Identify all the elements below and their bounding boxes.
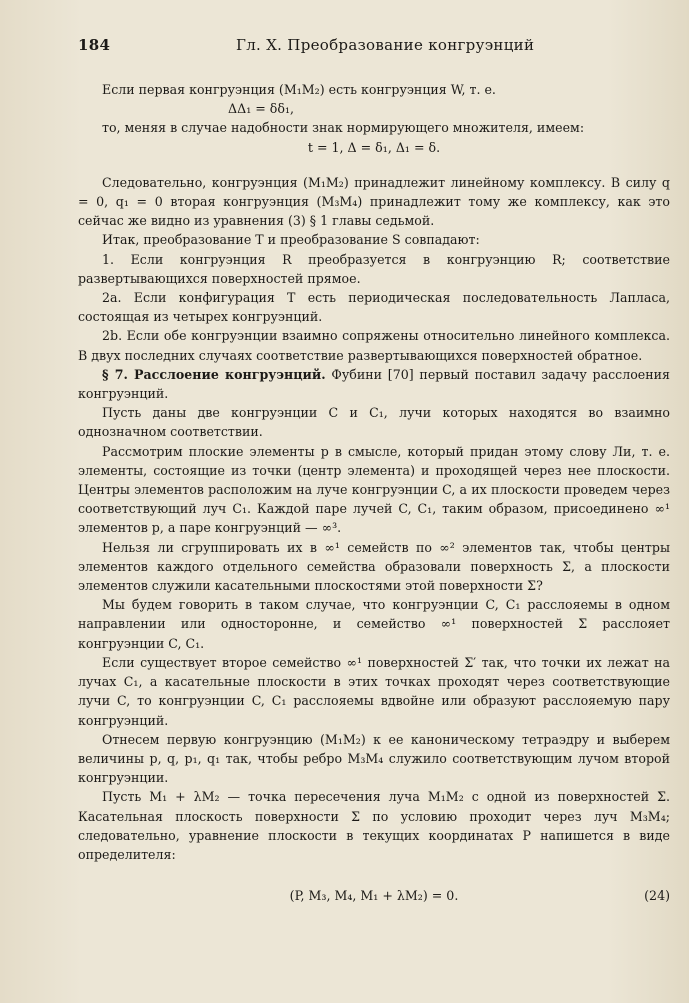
equation-number: (24)	[644, 888, 670, 904]
list-item: 1. Если конгруэнция R преобразуется в конгруэнцию R; соответствие развертывающихся поверхностей прямое.	[78, 251, 670, 286]
equation: ΔΔ₁ = δδ₁,	[228, 101, 295, 117]
paragraph: Следовательно, конгруэнция (M₁M₂) принадлежит линейному комплексу. В силу q = 0, q₁ = 0 вторая конгруэнция (M₃M₄) принадлежит тому же комплексу, как это сейчас же видно из уравнения (3) § 1 главы седьмой.	[78, 174, 670, 229]
paragraph: Пусть даны две конгруэнции C и C₁, лучи которых находятся во взаимно однозначном соответствии.	[78, 405, 670, 440]
paragraph: Мы будем говорить в таком случае, что конгруэнции C, C₁ расслояемы в одном направлении или односторонне, и семейство ∞¹ поверхностей Σ расслояет конгруэнции C, C₁.	[78, 597, 670, 651]
equation: (P, M₃, M₄, M₁ + λM₂) = 0.	[289, 888, 459, 904]
body-text	[78, 80, 670, 905]
page-number: 184	[78, 36, 111, 54]
paragraph: Итак, преобразование T и преобразование S совпадают:	[102, 232, 480, 248]
paragraph: то, меняя в случае надобности знак нормирующего множителя, имеем:	[102, 120, 585, 136]
section-intro: Фубини [70] первый поставил задачу расслоения конгруэнций.	[78, 366, 670, 402]
paragraph: Если первая конгруэнция (M₁M₂) есть конгруэнция W, т. е.	[102, 82, 496, 97]
paragraph: Отнесем первую конгруэнцию (M₁M₂) к ее каноническому тетраэдру и выберем величины p, q, p₁, q₁ так, чтобы ребро M₃M₄ служило соответствующим лучом второй конгруэнции.	[78, 731, 670, 786]
equation: t = 1, Δ = δ₁, Δ₁ = δ.	[307, 139, 441, 155]
list-item: 2b. Если обе конгруэнции взаимно сопряжены относительно линейного комплекса. В двух последних случаях соответствие развертывающихся поверхностей обратное.	[78, 328, 670, 363]
section-heading: § 7. Расслоение конгруэнций.	[102, 366, 326, 382]
paragraph: Рассмотрим плоские элементы p в смысле, который придан этому слову Ли, т. е. элементы, состоящие из точки (центр элемента) и проходящей через нее плоскости. Центры элементов расположим на луче конгруэнции C, а их плоскости проведем через соответствующий луч C₁. Каждой паре лучей C, C₁, таким образом, присоединено ∞¹ элементов p, а паре конгруэнций — ∞³.	[78, 443, 670, 536]
running-title: Гл. X. Преобразование конгруэнций	[236, 36, 535, 54]
paragraph: Пусть M₁ + λM₂ — точка пересечения луча M₁M₂ с одной из поверхностей Σ. Касательная плоскость поверхности Σ по условию проходит через луч M₃M₄; следовательно, уравнение плоскости в текущих координатах P напишется в виде определителя:	[78, 789, 670, 862]
numbered-equation	[78, 886, 670, 905]
paragraph: Если существует второе семейство ∞¹ поверхностей Σ′ так, что точки их лежат на лучах C₁, а касательные плоскости в этих точках проходят через соответствующие лучи C, то конгруэнции C, C₁ расслояемы вдвойне или образуют расслояемую пару конгруэнций.	[78, 654, 670, 728]
paragraph: Нельзя ли сгруппировать их в ∞¹ семейств по ∞² элементов так, чтобы центры элементов каждого отдельного семейства образовали поверхность Σ, а плоскости элементов служили касательными плоскостями этой поверхности Σ?	[78, 539, 670, 594]
section-paragraph	[78, 365, 670, 403]
list-item: 2a. Если конфигурация T есть периодическая последовательность Лапласа, состоящая из четырех конгруэнций.	[78, 290, 670, 325]
